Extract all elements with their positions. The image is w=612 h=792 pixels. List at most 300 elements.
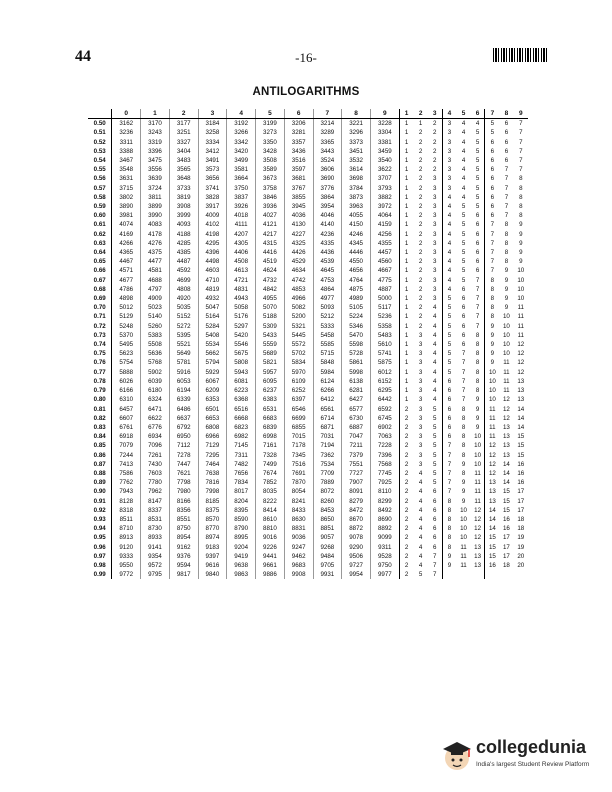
mean-difference-cell: 8 — [519, 175, 523, 183]
mean-difference-cell: 11 — [489, 405, 496, 413]
mean-difference-cell: 2 — [428, 165, 442, 174]
antilog-value-cell: 4487 — [169, 257, 198, 266]
mean-difference-cell: 2 — [404, 561, 409, 569]
antilog-value-cell: 8110 — [370, 487, 399, 496]
mean-difference-cell: 1 — [404, 203, 409, 211]
antilog-value-cell: 4027 — [256, 211, 285, 220]
antilog-value-cell: 5559 — [256, 340, 285, 349]
mean-difference-cell: 7 — [519, 129, 523, 137]
mean-difference-cell: 8 — [447, 497, 452, 505]
antilog-value-cell: 5164 — [198, 312, 227, 321]
mean-difference-cell: 4 — [418, 543, 423, 551]
mean-difference-cell: 7 — [519, 157, 523, 165]
antilog-value-cell: 4989 — [342, 294, 371, 303]
mean-difference-cell: 2 — [404, 451, 409, 459]
antilog-value-cell: 3499 — [227, 156, 256, 165]
antilog-value-cell: 5200 — [284, 312, 313, 321]
table-row — [88, 552, 528, 561]
antilog-value-cell: 4539 — [313, 257, 342, 266]
antilog-value-cell: 3365 — [313, 138, 342, 147]
antilog-value-cell: 3436 — [284, 147, 313, 156]
antilog-value-cell: 9057 — [313, 533, 342, 542]
table-row — [88, 386, 528, 395]
antilog-value-cell: 4375 — [141, 248, 170, 257]
antilog-value-cell: 3890 — [112, 202, 141, 211]
mean-difference-cell: 6 — [461, 304, 466, 312]
antilog-value-cell: 4775 — [370, 276, 399, 285]
antilog-value-cell: 4121 — [256, 220, 285, 229]
mean-difference-cell: 5 — [471, 193, 485, 202]
mean-difference-cell: 7 — [447, 451, 452, 459]
antilog-value-cell: 4592 — [169, 266, 198, 275]
mean-difference-cell: 6 — [447, 377, 452, 385]
antilog-value-cell: 3819 — [169, 193, 198, 202]
antilog-value-cell: 3170 — [141, 119, 170, 129]
mean-difference-cell: 3 — [428, 294, 442, 303]
antilog-value-cell: 6368 — [227, 395, 256, 404]
antilog-value-cell: 4018 — [227, 211, 256, 220]
antilog-value-cell: 9528 — [370, 552, 399, 561]
antilog-value-cell: 3251 — [169, 128, 198, 137]
mean-difference-cell: 18 — [502, 561, 510, 569]
table-row — [88, 543, 528, 552]
mean-difference-cell: 10 — [502, 322, 510, 330]
mean-difference-cell: 7 — [490, 239, 495, 247]
mean-difference-cell: 1 — [404, 276, 409, 284]
table-row — [88, 239, 528, 248]
mean-difference-cell: 3 — [418, 350, 423, 358]
antilog-value-cell: 6839 — [256, 423, 285, 432]
antilog-value-cell: 5821 — [256, 358, 285, 367]
antilog-value-cell: 3606 — [313, 165, 342, 174]
mean-difference-cell: 15 — [517, 433, 525, 441]
row-label: 0.55 — [88, 165, 112, 174]
mean-difference-cell: 13 — [471, 543, 485, 552]
antilog-value-cell: 9036 — [284, 533, 313, 542]
mean-difference-cell: 20 — [517, 552, 525, 560]
mean-difference-cell: 6 — [490, 193, 495, 201]
mean-difference-cell: 2 — [404, 405, 409, 413]
mean-difference-cell: 8 — [504, 258, 509, 266]
antilog-value-cell: 5943 — [227, 368, 256, 377]
mean-difference-cell: 5 — [461, 203, 466, 211]
mean-difference-cell: 6 — [428, 524, 442, 533]
table-row — [88, 469, 528, 478]
mean-difference-cell: 13 — [502, 433, 510, 441]
antilog-value-cell: 4083 — [141, 220, 170, 229]
mean-difference-cell: 12 — [471, 524, 485, 533]
antilog-value-cell: 5140 — [141, 312, 170, 321]
mean-difference-cell: 12 — [502, 396, 510, 404]
mean-difference-cell: 10 — [502, 350, 510, 358]
antilog-value-cell: 7295 — [198, 451, 227, 460]
antilog-value-cell: 5875 — [370, 358, 399, 367]
mean-difference-cell: 9 — [447, 552, 452, 560]
antilog-value-cell: 3828 — [198, 193, 227, 202]
antilog-value-cell: 5916 — [169, 368, 198, 377]
antilog-value-cell: 3508 — [256, 156, 285, 165]
mean-difference-cell: 7 — [461, 387, 466, 395]
mean-difference-cell: 3 — [418, 368, 423, 376]
antilog-value-cell: 6668 — [227, 414, 256, 423]
mean-difference-cell: 20 — [517, 561, 525, 569]
antilog-value-cell: 4699 — [169, 276, 198, 285]
antilog-value-cell: 3899 — [141, 202, 170, 211]
antilog-value-cell: 3972 — [370, 202, 399, 211]
mean-difference-cell: 3 — [418, 396, 423, 404]
antilog-value-cell: 3776 — [313, 184, 342, 193]
antilog-value-cell: 3917 — [198, 202, 227, 211]
mean-difference-cell: 10 — [488, 387, 496, 395]
mean-difference-cell: 11 — [517, 313, 524, 321]
antilog-value-cell: 8337 — [141, 506, 170, 515]
antilog-value-cell: 8091 — [342, 487, 371, 496]
antilog-table — [88, 109, 528, 579]
antilog-value-cell: 3540 — [370, 156, 399, 165]
mean-difference-cell: 11 — [471, 469, 485, 478]
table-row — [88, 119, 528, 129]
mean-difference-cell: 13 — [488, 479, 496, 487]
mean-difference-cell: 12 — [488, 460, 496, 468]
antilog-value-cell: 7413 — [112, 460, 141, 469]
mean-difference-cell: 12 — [502, 405, 510, 413]
mean-difference-cell: 11 — [489, 414, 496, 422]
mean-difference-cell: 4 — [418, 561, 423, 569]
mean-difference-cell: 6 — [504, 138, 509, 146]
antilog-value-cell: 3475 — [141, 156, 170, 165]
antilog-value-cell: 8630 — [284, 515, 313, 524]
mean-difference-cell: 2 — [418, 175, 423, 183]
table-row — [88, 276, 528, 285]
antilog-value-cell: 6577 — [342, 405, 371, 414]
mean-difference-cell: 9 — [490, 331, 495, 339]
antilog-value-cell: 5445 — [284, 331, 313, 340]
mean-difference-cell: 1 — [404, 138, 409, 146]
antilog-value-cell: 6039 — [141, 377, 170, 386]
antilog-value-cell: 9931 — [313, 570, 342, 579]
antilog-value-cell: 4498 — [198, 257, 227, 266]
antilog-value-cell: 6592 — [370, 405, 399, 414]
antilog-value-cell: 9333 — [112, 552, 141, 561]
mean-difference-cell: 2 — [418, 230, 423, 238]
antilog-value-cell: 4624 — [256, 266, 285, 275]
antilog-value-cell: 5689 — [256, 349, 285, 358]
mean-difference-cell: 1 — [404, 341, 409, 349]
mean-difference-cell: 1 — [404, 166, 409, 174]
mean-difference-cell: 4 — [461, 175, 466, 183]
antilog-value-cell: 6808 — [198, 423, 227, 432]
antilog-value-cell: 8147 — [141, 497, 170, 506]
mean-difference-cell: 2 — [418, 304, 423, 312]
mean-difference-cell: 2 — [418, 313, 423, 321]
antilog-value-cell: 7096 — [141, 441, 170, 450]
antilog-value-cell: 4887 — [370, 285, 399, 294]
mean-difference-cell: 5 — [447, 313, 452, 321]
mean-difference-cell: 3 — [418, 331, 423, 339]
table-row — [88, 460, 528, 469]
antilog-value-cell: 6053 — [169, 377, 198, 386]
antilog-value-cell: 8222 — [256, 497, 285, 506]
mean-difference-cell: 5 — [447, 322, 452, 330]
antilog-value-cell: 7228 — [370, 441, 399, 450]
mean-difference-cell: 12 — [471, 515, 485, 524]
antilog-value-cell: 7621 — [169, 469, 198, 478]
antilog-value-cell: 9397 — [198, 552, 227, 561]
antilog-value-cell: 5082 — [284, 303, 313, 312]
antilog-value-cell: 8241 — [284, 497, 313, 506]
mean-difference-cell: 10 — [460, 515, 467, 523]
antilog-value-cell: 3304 — [370, 128, 399, 137]
mean-difference-cell: 4 — [447, 249, 452, 257]
mean-difference-cell: 15 — [488, 534, 496, 542]
mean-difference-cell: 1 — [404, 350, 409, 358]
antilog-value-cell: 7834 — [227, 478, 256, 487]
mean-difference-cell: 10 — [471, 432, 485, 441]
antilog-value-cell: 4416 — [256, 248, 285, 257]
table-row — [88, 515, 528, 524]
mean-difference-cell: 2 — [404, 506, 409, 514]
table-row — [88, 211, 528, 220]
mean-difference-cell: 1 — [404, 313, 409, 321]
antilog-value-cell: 3864 — [313, 193, 342, 202]
mean-difference-cell: 10 — [517, 295, 525, 303]
antilog-value-cell: 8730 — [141, 524, 170, 533]
antilog-value-cell: 5741 — [370, 349, 399, 358]
table-row — [88, 257, 528, 266]
mean-difference-cell: 11 — [489, 433, 496, 441]
mean-difference-cell: 13 — [488, 497, 496, 505]
mean-difference-cell: 9 — [504, 267, 509, 275]
mean-difference-cell: 1 — [404, 368, 409, 376]
table-row — [88, 322, 528, 331]
mean-difference-cell: 8 — [519, 193, 523, 201]
antilog-value-cell: 3443 — [313, 147, 342, 156]
table-row — [88, 303, 528, 312]
row-label: 0.91 — [88, 497, 112, 506]
antilog-value-cell: 5117 — [370, 303, 399, 312]
mean-difference-cell: 5 — [471, 184, 485, 193]
mean-difference-cell: 2 — [428, 156, 442, 165]
row-label: 0.70 — [88, 303, 112, 312]
page-title: ANTILOGARITHMS — [252, 86, 360, 98]
mean-difference-cell: 6 — [461, 322, 466, 330]
antilog-value-cell: 9817 — [169, 570, 198, 579]
row-label: 0.89 — [88, 478, 112, 487]
table-row — [88, 349, 528, 358]
table-row — [88, 358, 528, 367]
antilog-value-cell: 3724 — [141, 184, 170, 193]
antilog-value-cell: 3963 — [342, 202, 371, 211]
mean-difference-cell: 8 — [447, 515, 452, 523]
table-row — [88, 377, 528, 386]
antilog-value-cell: 9954 — [342, 570, 371, 579]
antilog-value-cell: 4581 — [141, 266, 170, 275]
row-label: 0.90 — [88, 487, 112, 496]
mean-difference-cell: 1 — [404, 322, 409, 330]
antilog-value-cell: 8453 — [313, 506, 342, 515]
mean-difference-cell: 2 — [418, 285, 423, 293]
mean-difference-cell: 6 — [490, 175, 495, 183]
antilog-value-cell: 6745 — [370, 414, 399, 423]
mean-difference-cell: 8 — [490, 313, 495, 321]
antilog-value-cell: 4256 — [370, 230, 399, 239]
mean-difference-cell: 5 — [428, 423, 442, 432]
antilog-value-cell: 5284 — [198, 322, 227, 331]
mean-difference-cell: 3 — [428, 248, 442, 257]
antilog-value-cell: 3945 — [284, 202, 313, 211]
antilog-value-cell: 3981 — [112, 211, 141, 220]
antilog-value-cell: 5470 — [342, 331, 371, 340]
antilog-value-cell: 7534 — [313, 460, 342, 469]
mean-difference-cell: 3 — [418, 414, 423, 422]
antilog-value-cell: 8185 — [198, 497, 227, 506]
row-label: 0.58 — [88, 193, 112, 202]
mean-difference-cell: 5 — [490, 120, 495, 128]
antilog-value-cell: 8318 — [112, 506, 141, 515]
mean-difference-cell: 1 — [404, 193, 409, 201]
antilog-value-cell: 5346 — [342, 322, 371, 331]
antilog-value-cell: 4909 — [141, 294, 170, 303]
mean-difference-cell: 9 — [519, 230, 523, 238]
table-row — [88, 561, 528, 570]
table-row — [88, 331, 528, 340]
antilog-value-cell: 9795 — [141, 570, 170, 579]
mean-difference-cell — [442, 570, 456, 579]
mean-difference-cell: 6 — [490, 147, 495, 155]
mean-difference-cell: 5 — [471, 128, 485, 137]
mean-difference-header: 8 — [499, 109, 513, 119]
antilog-value-cell: 5483 — [370, 331, 399, 340]
antilog-value-cell: 4325 — [284, 239, 313, 248]
mean-difference-header: 1 — [399, 109, 413, 119]
antilog-value-cell: 4688 — [141, 276, 170, 285]
row-label: 0.96 — [88, 543, 112, 552]
antilog-value-cell: 4036 — [284, 211, 313, 220]
antilog-value-cell: 8204 — [227, 497, 256, 506]
mean-difference-cell: 6 — [490, 166, 495, 174]
mean-difference-cell: 5 — [447, 331, 452, 339]
mean-difference-cell: 11 — [460, 543, 467, 551]
mean-difference-cell: 2 — [418, 258, 423, 266]
antilog-value-cell: 4732 — [256, 276, 285, 285]
antilog-value-cell: 3873 — [342, 193, 371, 202]
antilog-value-cell: 6252 — [284, 386, 313, 395]
antilog-value-cell: 3793 — [370, 184, 399, 193]
antilog-value-cell: 3428 — [256, 147, 285, 156]
antilog-value-cell: 7464 — [198, 460, 227, 469]
mean-difference-cell: 4 — [461, 166, 466, 174]
mean-difference-cell: 10 — [488, 396, 496, 404]
table-row — [88, 497, 528, 506]
antilog-value-cell: 5610 — [370, 340, 399, 349]
antilog-value-cell: 6295 — [370, 386, 399, 395]
antilog-value-cell: 4819 — [198, 285, 227, 294]
logo-tagline: India's largest Student Review Platform — [476, 761, 590, 768]
mean-difference-cell: 2 — [418, 221, 423, 229]
antilog-value-cell: 4236 — [313, 230, 342, 239]
logo-wordmark: collegedunia — [476, 737, 587, 757]
header-corner-cell — [88, 109, 112, 119]
mean-difference-cell: 6 — [428, 506, 442, 515]
mean-difference-cell: 10 — [460, 525, 467, 533]
antilog-value-cell: 9016 — [256, 533, 285, 542]
mean-difference-cell: 4 — [447, 212, 452, 220]
antilog-value-cell: 6561 — [313, 405, 342, 414]
table-row — [88, 451, 528, 460]
antilog-value-cell: 7745 — [370, 469, 399, 478]
row-label: 0.71 — [88, 312, 112, 321]
mean-difference-cell: 6 — [447, 423, 452, 431]
antilog-value-cell: 5662 — [198, 349, 227, 358]
row-label: 0.61 — [88, 220, 112, 229]
row-label: 0.72 — [88, 322, 112, 331]
antilog-value-cell: 5333 — [313, 322, 342, 331]
mean-difference-cell: 14 — [517, 414, 525, 422]
antilog-value-cell: 5260 — [141, 322, 170, 331]
antilog-value-cell: 8831 — [284, 524, 313, 533]
antilog-value-cell: 3327 — [169, 138, 198, 147]
antilog-value-cell: 8017 — [227, 487, 256, 496]
antilog-value-cell: 3581 — [227, 165, 256, 174]
mean-difference-cell: 6 — [504, 120, 509, 128]
antilog-value-cell: 5321 — [284, 322, 313, 331]
mean-difference-cell: 3 — [447, 138, 452, 146]
mean-difference-cell: 4 — [461, 184, 466, 192]
mean-difference-cell: 5 — [418, 571, 423, 579]
mean-difference-cell: 7 — [504, 203, 509, 211]
antilog-value-cell: 5715 — [313, 349, 342, 358]
antilog-value-cell: 7328 — [256, 451, 285, 460]
antilog-value-cell: 3639 — [141, 174, 170, 183]
mean-difference-cell: 6 — [471, 239, 485, 248]
mean-difference-cell: 17 — [517, 497, 525, 505]
row-label: 0.93 — [88, 515, 112, 524]
antilog-value-cell: 6792 — [169, 423, 198, 432]
mean-difference-cell: 1 — [418, 120, 423, 128]
antilog-value-cell: 3656 — [198, 174, 227, 183]
mean-difference-cell: 8 — [461, 433, 466, 441]
mean-difference-cell: 6 — [461, 313, 466, 321]
antilog-value-cell: 9550 — [112, 561, 141, 570]
antilog-value-cell: 3357 — [284, 138, 313, 147]
mean-difference-cell: 12 — [488, 451, 496, 459]
antilog-value-cell: 6012 — [370, 368, 399, 377]
antilog-value-cell: 4550 — [342, 257, 371, 266]
antilog-value-cell: 6266 — [313, 386, 342, 395]
mean-difference-cell: 5 — [428, 441, 442, 450]
mean-difference-cell: 15 — [502, 497, 510, 505]
antilog-value-cell: 5023 — [141, 303, 170, 312]
mean-difference-cell: 2 — [418, 212, 423, 220]
mean-difference-cell: 8 — [471, 386, 485, 395]
antilog-value-cell: 4198 — [198, 230, 227, 239]
antilog-value-cell: 6324 — [141, 395, 170, 404]
antilog-value-cell: 4966 — [284, 294, 313, 303]
antilog-value-cell: 3192 — [227, 119, 256, 129]
antilog-value-cell: 6237 — [256, 386, 285, 395]
mean-difference-cell: 7 — [504, 166, 509, 174]
antilog-value-cell: 3491 — [198, 156, 227, 165]
antilog-value-cell: 9616 — [198, 561, 227, 570]
mean-difference-cell: 7 — [447, 460, 452, 468]
mean-difference-cell: 3 — [447, 166, 452, 174]
mean-difference-cell: 8 — [519, 203, 523, 211]
antilog-value-cell: 5781 — [169, 358, 198, 367]
antilog-value-cell: 3199 — [256, 119, 285, 129]
antilog-value-cell: 8551 — [169, 515, 198, 524]
row-label: 0.99 — [88, 570, 112, 579]
mean-difference-cell: 16 — [502, 515, 510, 523]
